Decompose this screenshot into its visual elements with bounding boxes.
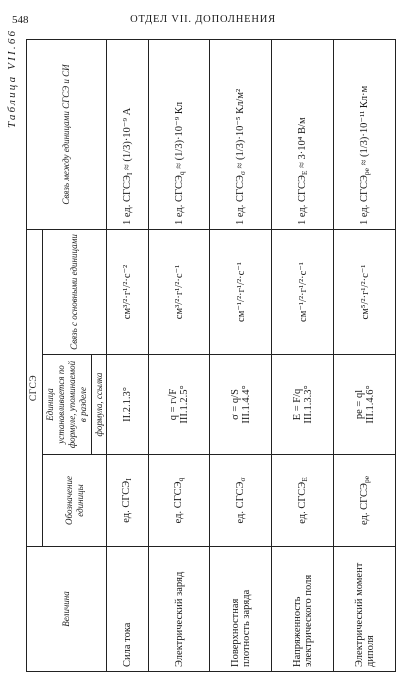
formula-cell	[148, 355, 210, 455]
quantity-cell: Поверхностная плотность заряда	[210, 547, 272, 672]
formula-reference: III.1.4.6°	[364, 385, 376, 424]
quantity-cell: Электрический заряд	[148, 547, 210, 672]
si-unit-text: 1 ед. СГСЭ	[121, 175, 133, 225]
designation-cell	[210, 455, 272, 547]
si-value-text: ≈ 3·10⁴ В/м	[296, 117, 308, 168]
designation-cell	[272, 455, 334, 547]
si-relation-cell	[210, 39, 272, 229]
formula-text: q = r√F	[168, 388, 180, 421]
header-row-top	[27, 39, 43, 671]
si-unit-subscript: I	[124, 172, 134, 176]
si-value-text: ≈ (1/3)·10⁻⁹ Кл	[173, 101, 185, 169]
si-unit-text: 1 ед. СГСЭ	[235, 175, 247, 225]
designation-text: ед. СГСЭ	[296, 481, 308, 524]
si-unit-subscript: pe	[362, 168, 372, 176]
si-relation-cell	[334, 39, 396, 229]
quantity-cell: Сила тока	[107, 547, 148, 672]
designation-text: ед. СГСЭ	[358, 483, 370, 526]
formula-cell	[210, 355, 272, 455]
si-value-text: ≈ (1/3)·10⁻⁵ Кл/м²	[235, 88, 247, 169]
header-definition-group: Единица устанавливается по формуле, упоминаемой в разделе	[43, 355, 91, 455]
si-value-text: ≈ (1/3)·10⁻⁹ А	[121, 107, 133, 170]
si-unit-text: 1 ед. СГСЭ	[173, 175, 185, 225]
si-value-text: ≈ (1/3)·10⁻¹¹ Кл·м	[359, 85, 371, 166]
table-row	[334, 39, 396, 671]
quantity-cell: Напряженность электрического поля	[272, 547, 334, 672]
header-quantity: Величина	[27, 547, 107, 672]
section-title: ОТДЕЛ VII. ДОПОЛНЕНИЯ	[130, 14, 276, 25]
formula-reference: III.1.4.4°	[240, 385, 252, 424]
formula-cell	[334, 355, 396, 455]
designation-cell	[107, 455, 148, 547]
si-relation-cell	[148, 39, 210, 229]
base-relation-cell: см⁻¹/²·г¹/²·с⁻¹	[210, 229, 272, 354]
si-unit-subscript: σ	[238, 171, 248, 176]
base-relation-cell: см³/²·г¹/²·с⁻¹	[148, 229, 210, 354]
formula-text: σ = q/S	[229, 389, 241, 420]
formula-text: E = F/q	[291, 388, 303, 421]
designation-subscript: q	[176, 477, 186, 482]
table-label	[6, 28, 22, 129]
si-relation-cell	[272, 39, 334, 229]
formula-text: pe = ql	[353, 389, 365, 420]
header-si-relation: Связь между единицами СГСЭ и СИ	[27, 39, 107, 229]
page-number: 548	[12, 14, 29, 26]
designation-subscript: pe	[361, 475, 371, 484]
header-cgs-group: СГСЭ	[27, 229, 43, 546]
base-relation-cell: см⁻¹/²·г¹/²·с⁻¹	[272, 229, 334, 354]
header-formula-ref: формула, ссылка	[91, 355, 107, 455]
formula-cell	[107, 355, 148, 455]
designation-subscript: σ	[237, 477, 247, 482]
designation-cell	[148, 455, 210, 547]
designation-subscript: E	[299, 477, 309, 482]
rotated-table-container	[26, 40, 396, 672]
designation-text: ед. СГСЭ	[173, 481, 185, 524]
table-row	[210, 39, 272, 671]
si-unit-text: 1 ед. СГСЭ	[359, 175, 371, 225]
designation-text: ед. СГСЭ	[234, 481, 246, 524]
header-designation: Обозначение единицы	[43, 455, 107, 547]
table-label-text: Таблица VII.66	[6, 28, 18, 128]
designation-cell	[334, 455, 396, 547]
table-row	[272, 39, 334, 671]
si-unit-subscript: q	[176, 171, 186, 176]
quantity-cell: Электрический момент диполя	[334, 547, 396, 672]
formula-reference: II.2.1.3°	[121, 387, 133, 422]
si-unit-text: 1 ед. СГСЭ	[296, 175, 308, 225]
designation-subscript: I	[124, 478, 134, 481]
formula-reference: III.1.2.5°	[179, 385, 191, 424]
si-unit-subscript: E	[299, 170, 309, 176]
table-row	[148, 39, 210, 671]
si-relation-cell	[107, 39, 148, 229]
table-row	[107, 39, 148, 671]
designation-text: ед. СГСЭ	[121, 480, 133, 523]
header-base-relation: Связь с основными единицами	[43, 229, 107, 354]
units-table	[26, 39, 396, 672]
base-relation-cell: см⁵/²·г¹/²·с⁻¹	[334, 229, 396, 354]
formula-reference: III.1.3.3°	[302, 385, 314, 424]
base-relation-cell: см³/²·г¹/²·с⁻²	[107, 229, 148, 354]
formula-cell	[272, 355, 334, 455]
